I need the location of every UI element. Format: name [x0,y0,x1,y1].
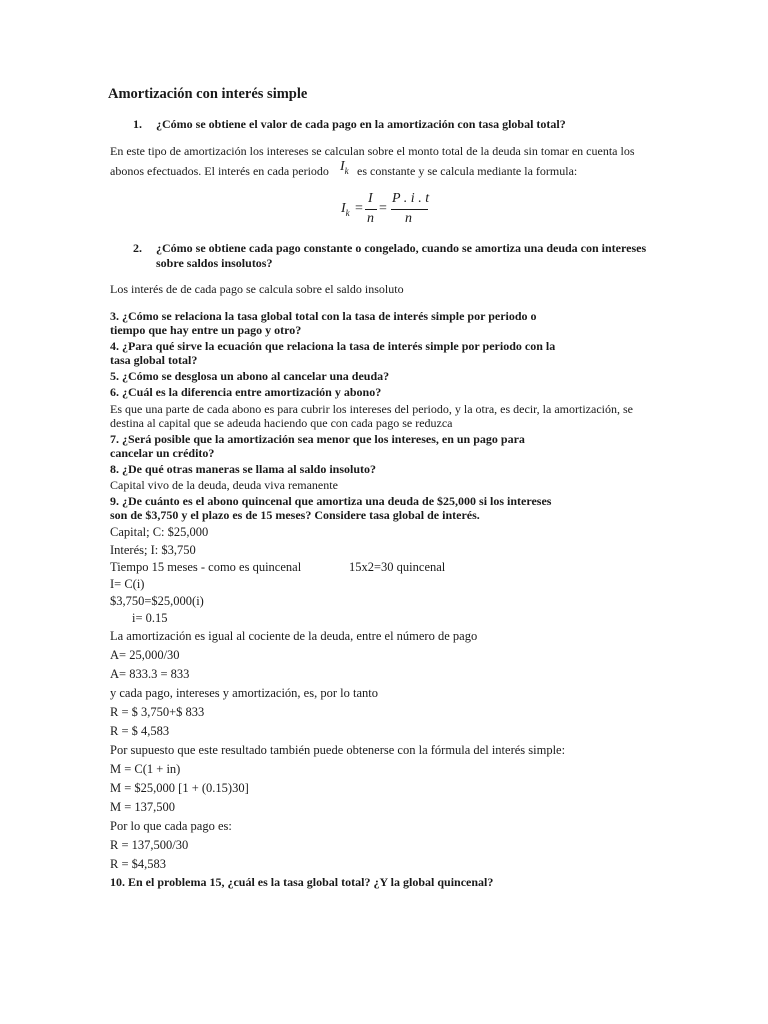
paragraph-1-line-2a: abonos efectuados. El interés en cada periodo [110,164,329,178]
question-1-number: 1. [133,117,142,131]
paragraph-1-line-1: En este tipo de amortización los intereses se calculan sobre el monto total de la deuda sin tomar en cuenta los [110,144,635,158]
interest-formula [338,190,438,228]
solution-each-payment-text: Por lo que cada pago es: [110,819,232,833]
paragraph-2: Los interés de de cada pago se calcula sobre el saldo insoluto [110,282,404,296]
solution-substitution: $3,750=$25,000(i) [110,594,204,608]
answer-8: Capital vivo de la deuda, deuda viva remanente [110,478,338,492]
solution-interest: Interés; I: $3,750 [110,543,196,557]
question-7-line-1: 7. ¿Será posible que la amortización sea menor que los intereses, en un pago para [110,432,525,446]
question-9-line-1: 9. ¿De cuánto es el abono quincenal que amortiza una deuda de $25,000 si los intereses [110,494,552,508]
formula-equals-2: = [379,201,387,216]
question-2-number: 2. [133,241,142,255]
formula-fraction-2-numerator: P . i . t [392,191,430,206]
solution-m-formula: M = C(1 + in) [110,762,181,776]
ik-symbol: I [340,159,345,174]
question-4-line-2: tasa global total? [110,353,198,367]
solution-r-sum: R = $ 3,750+$ 833 [110,705,205,719]
question-7-line-2: cancelar un crédito? [110,446,215,460]
solution-a-division: A= 25,000/30 [110,648,180,662]
solution-r-division: R = 137,500/30 [110,838,189,852]
question-2-line-1: ¿Cómo se obtiene cada pago constante o congelado, cuando se amortiza una deuda con intereses [156,241,647,255]
question-10: 10. En el problema 15, ¿cuál es la tasa global total? ¿Y la global quincenal? [110,875,494,889]
solution-capital: Capital; C: $25,000 [110,525,209,539]
formula-fraction-2-bar [391,209,428,210]
document-title: Amortización con interés simple [108,86,308,102]
question-8: 8. ¿De qué otras maneras se llama al saldo insoluto? [110,462,377,476]
question-3-line-2: tiempo que hay entre un pago y otro? [110,323,302,337]
formula-fraction-1-numerator: I [368,191,373,206]
solution-r-result: R = $ 4,583 [110,724,170,738]
question-1-text: ¿Cómo se obtiene el valor de cada pago en la amortización con tasa global total? [156,117,566,131]
question-5: 5. ¿Cómo se desglosa un abono al cancelar una deuda? [110,369,390,383]
solution-m-substitution: M = $25,000 [1 + (0.15)30] [110,781,249,795]
ik-inline-symbol [340,159,349,176]
solution-rate: i= 0.15 [132,611,168,625]
solution-amortization-text: La amortización es igual al cociente de la deuda, entre el número de pago [110,629,478,643]
formula-equals-1: = [355,201,363,216]
solution-m-result: M = 137,500 [110,800,176,814]
ik-subscript: k [344,165,349,176]
formula-lhs [341,201,350,221]
paragraph-1-line-2b: es constante y se calcula mediante la formula: [357,164,578,178]
formula-lhs-symbol: I [341,201,346,216]
solution-quincenas: 15x2=30 quincenal [349,560,446,574]
solution-payment-text: y cada pago, intereses y amortización, es, por lo tanto [110,686,378,700]
solution-r-final: R = $4,583 [110,857,167,871]
answer-6-line-2: destina al capital que se adeuda haciendo que con cada pago se reduzca [110,416,453,430]
formula-lhs-subscript: k [345,207,350,218]
solution-time: Tiempo 15 meses - como es quincenal [110,560,302,574]
formula-fraction-2-denominator: n [405,211,412,226]
solution-a-result: A= 833.3 = 833 [110,667,190,681]
question-6: 6. ¿Cuál es la diferencia entre amortización y abono? [110,385,382,399]
question-3-line-1: 3. ¿Cómo se relaciona la tasa global total con la tasa de interés simple por periodo o [110,309,537,323]
formula-fraction-1-denominator: n [367,211,374,226]
question-2-line-2: sobre saldos insolutos? [156,256,273,270]
solution-simple-interest-text: Por supuesto que este resultado también puede obtenerse con la fórmula del interés simple: [110,743,566,757]
question-4-line-1: 4. ¿Para qué sirve la ecuación que relaciona la tasa de interés simple por periodo con la [110,339,556,353]
solution-formula-i: I= C(i) [110,577,145,591]
formula-fraction-1-bar [365,209,377,210]
question-9-line-2: son de $3,750 y el plazo es de 15 meses? Considere tasa global de interés. [110,508,480,522]
answer-6-line-1: Es que una parte de cada abono es para cubrir los intereses del periodo, y la otra, es decir, la amortización, se [110,402,633,416]
